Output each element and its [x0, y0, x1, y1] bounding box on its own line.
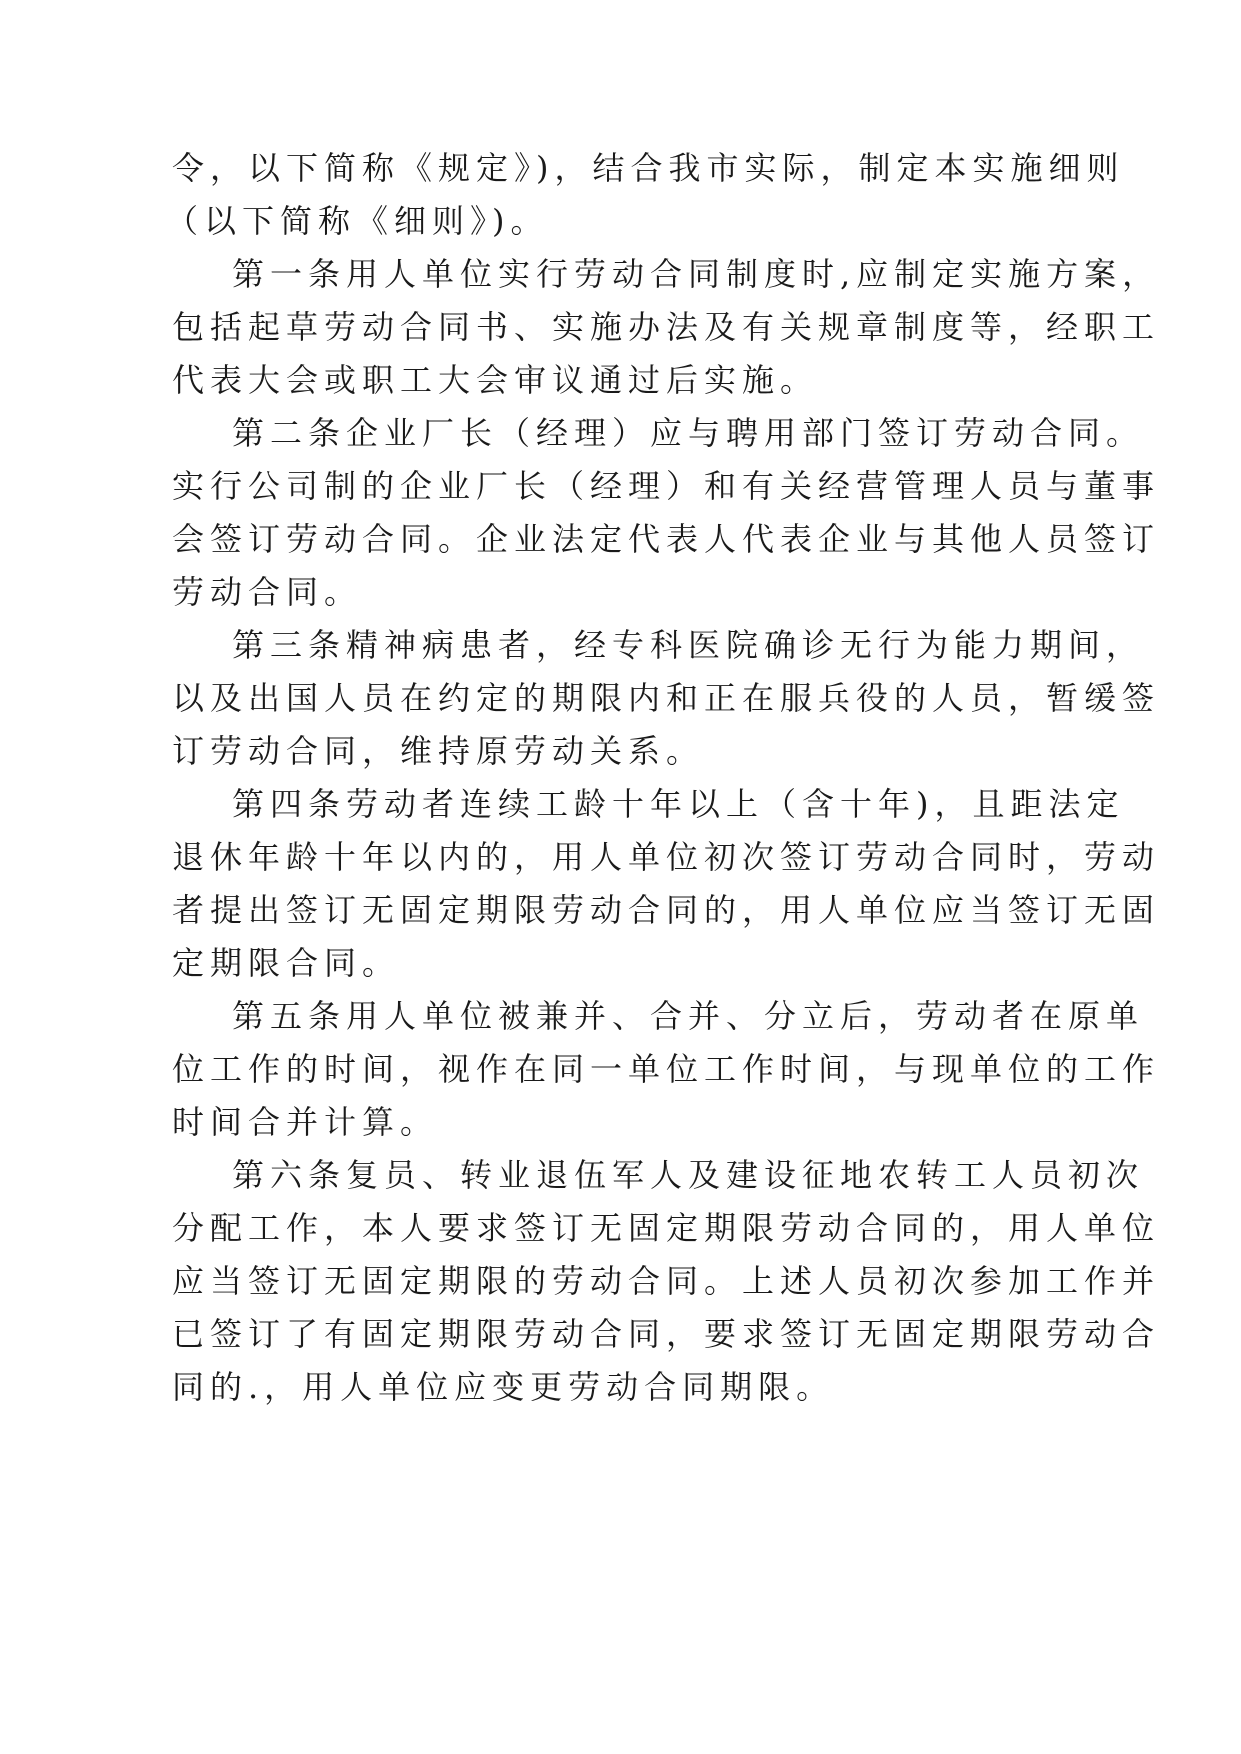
text-line: 令，以下简称《规定》)，结合我市实际，制定本实施细则	[172, 149, 1125, 187]
text-line: 分配工作，本人要求签订无固定期限劳动合同的，用人单位	[172, 1209, 1161, 1247]
text-line: 实行公司制的企业厂长（经理）和有关经营管理人员与董事	[172, 467, 1161, 505]
article-2-line: 第二条企业厂长（经理）应与聘用部门签订劳动合同。	[232, 414, 1145, 452]
article-5-line: 第五条用人单位被兼并、合并、分立后，劳动者在原单	[232, 997, 1145, 1035]
text-line: 已签订了有固定期限劳动合同，要求签订无固定期限劳动合	[172, 1315, 1161, 1353]
text-line: 以及出国人员在约定的期限内和正在服兵役的人员，暂缓签	[172, 679, 1161, 717]
text-line: 者提出签订无固定期限劳动合同的，用人单位应当签订无固	[172, 891, 1161, 929]
text-line: 劳动合同。	[172, 573, 363, 611]
article-3-line: 第三条精神病患者，经专科医院确诊无行为能力期间，	[232, 626, 1145, 664]
article-4-line: 第四条劳动者连续工龄十年以上（含十年)，且距法定	[232, 785, 1125, 823]
text-line: 包括起草劳动合同书、实施办法及有关规章制度等，经职工	[172, 308, 1161, 346]
article-6-line: 第六条复员、转业退伍军人及建设征地农转工人员初次	[232, 1156, 1145, 1194]
text-line: 代表大会或职工大会审议通过后实施。	[172, 361, 819, 399]
text-line: （以下简称《细则》)。	[166, 202, 549, 240]
text-line: 同的.，用人单位应变更劳动合同期限。	[172, 1368, 835, 1406]
text-line: 会签订劳动合同。企业法定代表人代表企业与其他人员签订	[172, 520, 1161, 558]
text-line: 退休年龄十年以内的，用人单位初次签订劳动合同时，劳动	[172, 838, 1161, 876]
article-1-line: 第一条用人单位实行劳动合同制度时,应制定实施方案，	[232, 255, 1161, 293]
text-line: 定期限合同。	[172, 944, 401, 982]
text-line: 时间合并计算。	[172, 1103, 439, 1141]
text-line: 位工作的时间，视作在同一单位工作时间，与现单位的工作	[172, 1050, 1161, 1088]
text-line: 订劳动合同，维持原劳动关系。	[172, 732, 705, 770]
text-line: 应当签订无固定期限的劳动合同。上述人员初次参加工作并	[172, 1262, 1161, 1300]
